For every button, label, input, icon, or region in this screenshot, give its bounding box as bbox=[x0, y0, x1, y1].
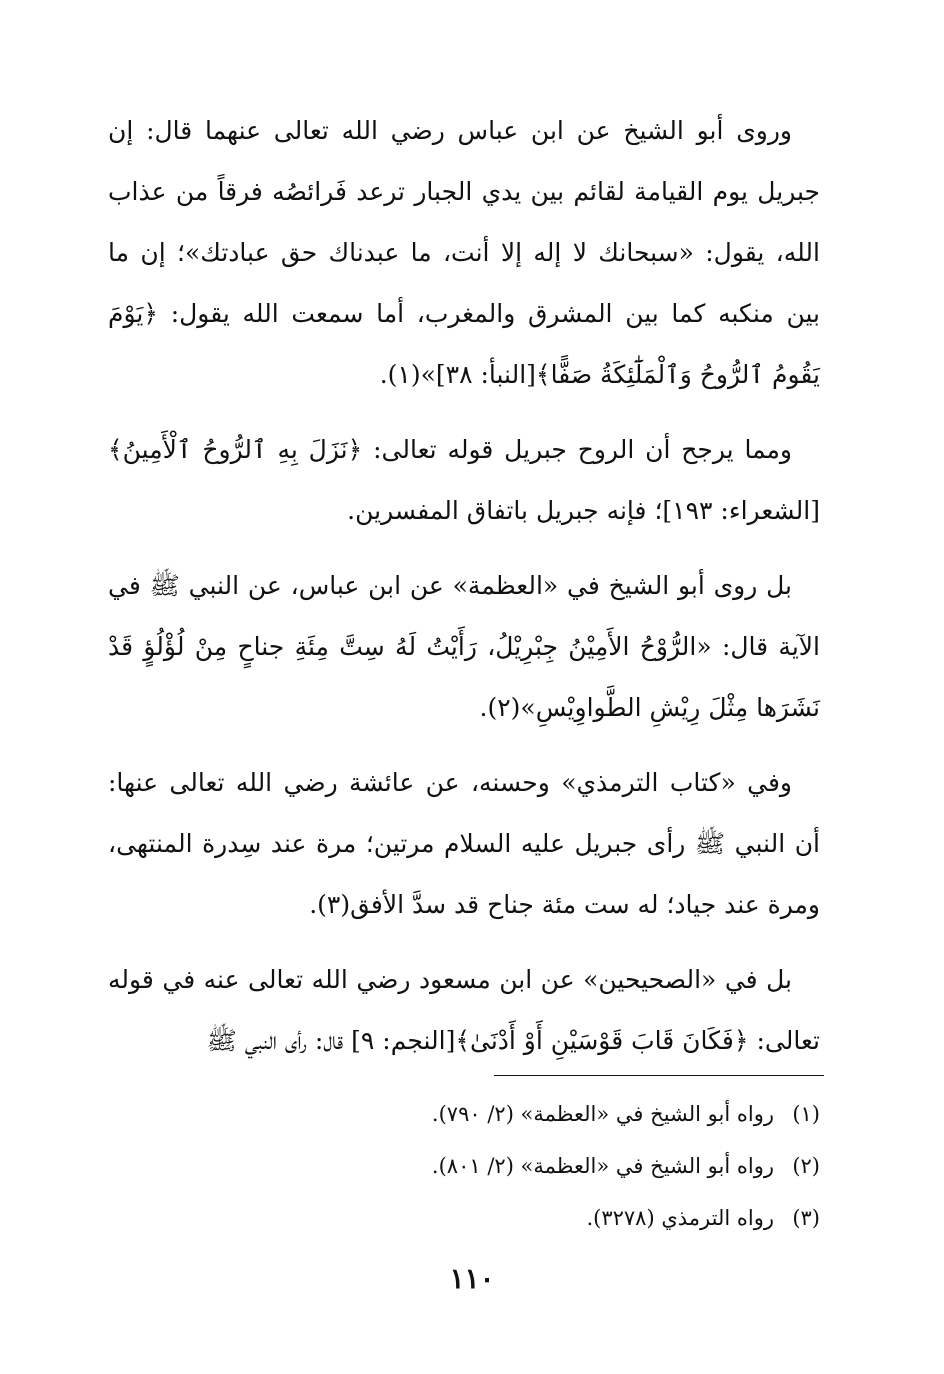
footnote-text: رواه أبو الشيخ في «العظمة» (٢/ ٨٠١). bbox=[431, 1154, 774, 1178]
paragraph: بل في «الصحيحين» عن ابن مسعود رضي الله تعالى عنه في قوله تعالى: ﴿فَكَانَ قَابَ قَوْسَيْنِ أَوْ أَدْنَىٰ﴾[النجم: ٩] قال: رأى النبي ﷺ bbox=[108, 965, 820, 1055]
paragraph: بل روى أبو الشيخ في «العظمة» عن ابن عباس، عن النبي ﷺ في الآية قال: «الرُّوْحُ الأَمِيْنُ جِبْرِيْلُ، رَأَيْتُ لَهُ سِتَّ مِئَةِ جناحٍ مِنْ لُؤْلُؤٍ قَدْ نَشَرَها مِثْلَ رِيْشِ الطَّواوِيْسِ»(٢). bbox=[108, 571, 820, 722]
footnote-number: (٢) bbox=[792, 1154, 820, 1178]
footnote-number: (١) bbox=[792, 1102, 820, 1126]
paragraph: وروى أبو الشيخ عن ابن عباس رضي الله تعالى عنهما قال: إن جبريل يوم القيامة لقائم بين يدي الجبار ترعد فَرائصُه فرقاً من عذاب الله، يقول: «سبحانك لا إله إلا أنت، ما عبدناك حق عبادتك»؛ إن ما بين منكبه كما بين المشرق والمغرب، أما سمعت الله يقول: ﴿يَوْمَ يَقُومُ ٱلرُّوحُ وَٱلْمَلَٰٓئِكَةُ صَفًّا﴾[النبأ: ٣٨]»(١). bbox=[108, 116, 820, 389]
page-number: ١١٠ bbox=[449, 1262, 495, 1295]
paragraph: وفي «كتاب الترمذي» وحسنه، عن عائشة رضي الله تعالى عنها: أن النبي ﷺ رأى جبريل عليه السلام مرتين؛ مرة عند سِدرة المنتهى، ومرة عند جياد؛ له ست مئة جناح قد سدَّ الأفق(٣). bbox=[108, 768, 820, 919]
footnote bbox=[108, 1088, 820, 1140]
footnote-text: رواه أبو الشيخ في «العظمة» (٢/ ٧٩٠). bbox=[431, 1102, 774, 1126]
footnote bbox=[108, 1192, 820, 1244]
main-text bbox=[108, 100, 820, 1085]
footnote-number: (٣) bbox=[792, 1206, 820, 1230]
footnotes bbox=[108, 1088, 820, 1244]
paragraph: ومما يرجح أن الروح جبريل قوله تعالى: ﴿نَزَلَ بِهِ ٱلرُّوحُ ٱلْأَمِينُ﴾[الشعراء: ١٩٣]؛ فإنه جبريل باتفاق المفسرين. bbox=[108, 435, 820, 525]
footnote-divider bbox=[494, 1075, 824, 1076]
footnote bbox=[108, 1140, 820, 1192]
footnote-text: رواه الترمذي (٣٢٧٨). bbox=[586, 1206, 774, 1230]
